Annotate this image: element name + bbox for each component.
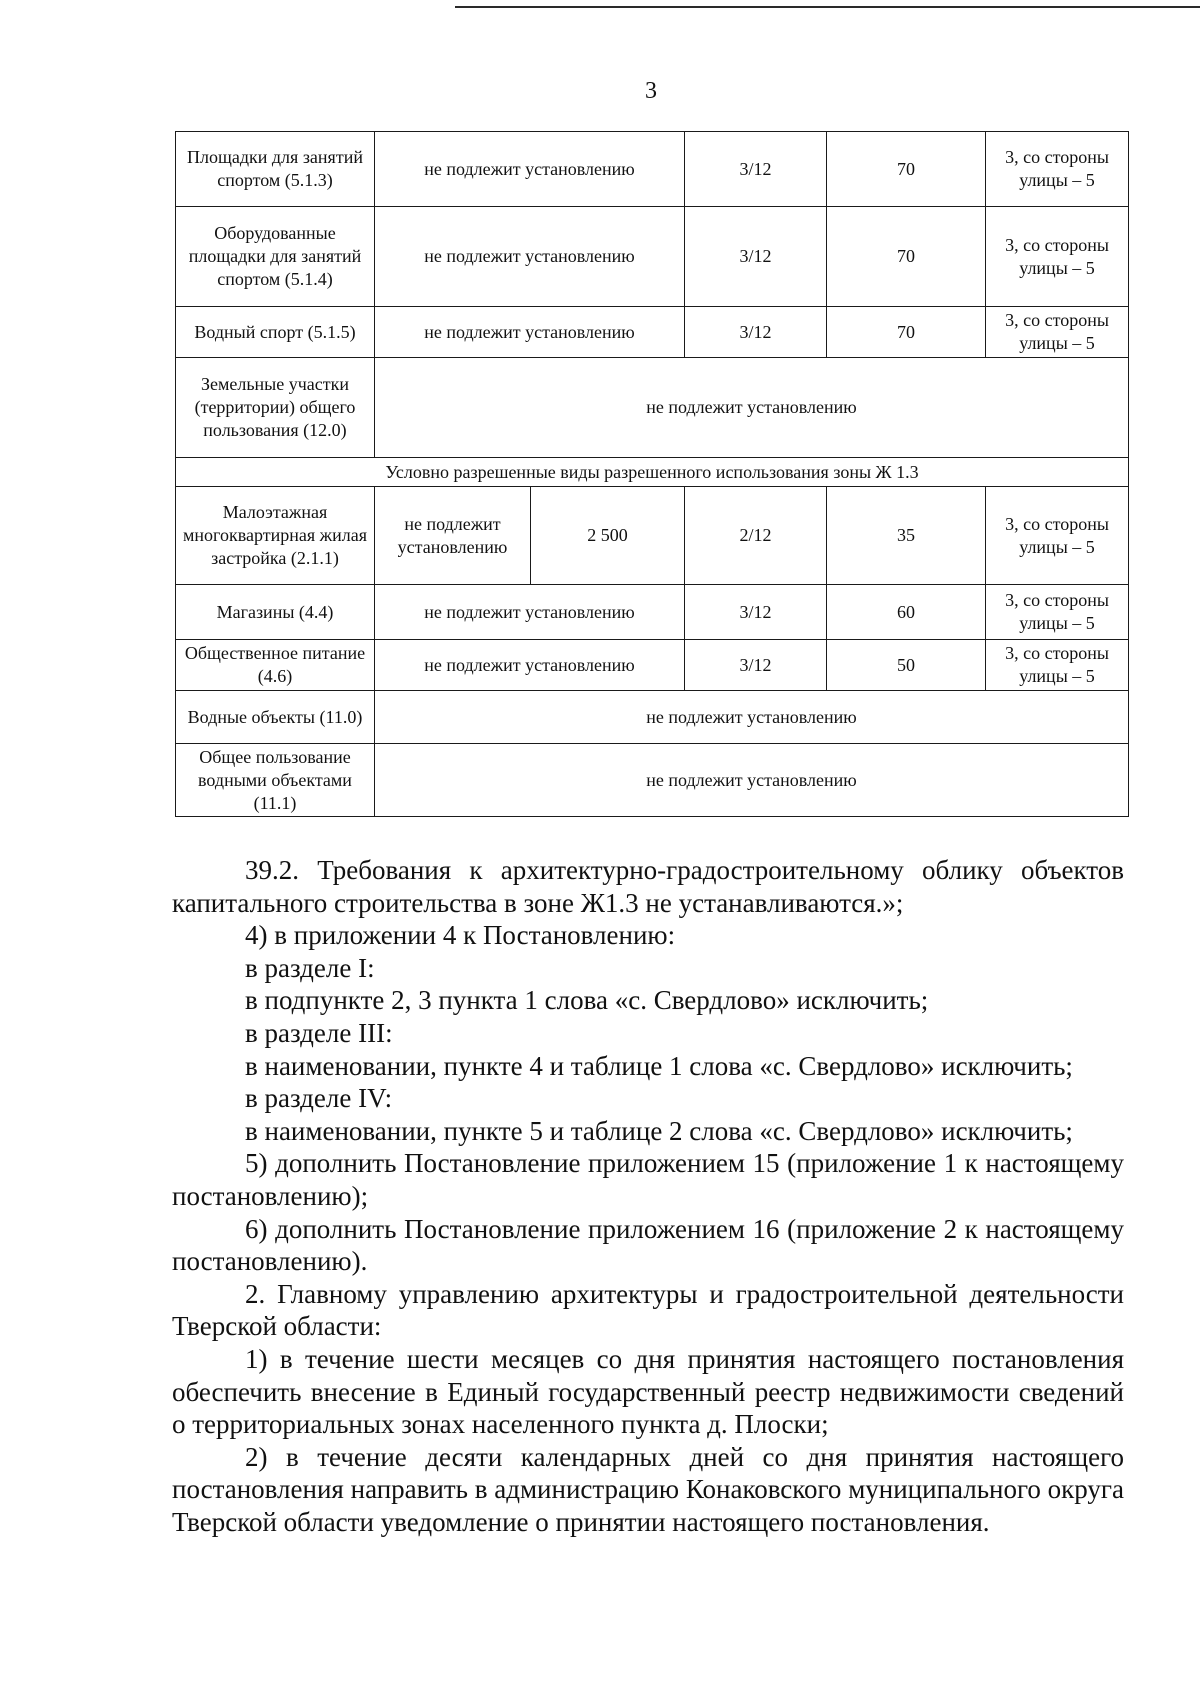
coverage-cell: 70 bbox=[827, 132, 986, 207]
table-row bbox=[176, 744, 1129, 817]
min-size-cell: не подлежит установлению bbox=[375, 487, 531, 585]
merged-value-cell: не подлежит установлению bbox=[375, 358, 1129, 458]
use-name-cell: Общее пользование водными объектами (11.1) bbox=[176, 744, 375, 817]
table-row bbox=[176, 207, 1129, 307]
floors-cell: 2/12 bbox=[685, 487, 827, 585]
paragraph: в наименовании, пункте 5 и таблице 2 слова «с. Свердлово» исключить; bbox=[245, 1115, 1073, 1146]
use-name-cell: Водный спорт (5.1.5) bbox=[176, 307, 375, 358]
paragraph: 4) в приложении 4 к Постановлению: bbox=[245, 920, 676, 951]
floors-cell: 3/12 bbox=[685, 132, 827, 207]
paragraph: 2. Главному управлению архитектуры и градостроительной деятельности Тверской области: bbox=[172, 1278, 1124, 1342]
setback-cell: 3, со стороны улицы – 5 bbox=[986, 640, 1129, 691]
plot-size-cell: не подлежит установлению bbox=[375, 640, 685, 691]
paragraph: 1) в течение шести месяцев со дня принятия настоящего постановления обеспечить внесение в Единый государственный реестр недвижимости сведений о территориальных зонах населенного пункта д. Плоски; bbox=[172, 1343, 1124, 1440]
max-size-cell: 2 500 bbox=[531, 487, 685, 585]
setback-cell: 3, со стороны улицы – 5 bbox=[986, 307, 1129, 358]
table-row bbox=[176, 132, 1129, 207]
table-row bbox=[176, 307, 1129, 358]
use-name-cell: Оборудованные площадки для занятий спортом (5.1.4) bbox=[176, 207, 375, 307]
paragraph: 6) дополнить Постановление приложением 16 (приложение 2 к настоящему постановлению). bbox=[172, 1213, 1124, 1277]
use-name-cell: Магазины (4.4) bbox=[176, 585, 375, 640]
table-row bbox=[176, 358, 1129, 458]
coverage-cell: 70 bbox=[827, 207, 986, 307]
use-name-cell: Площадки для занятий спортом (5.1.3) bbox=[176, 132, 375, 207]
coverage-cell: 35 bbox=[827, 487, 986, 585]
table-row bbox=[176, 585, 1129, 640]
page-number: 3 bbox=[645, 78, 657, 104]
paragraph: 2) в течение десяти календарных дней со дня принятия настоящего постановления направить в администрацию Конаковского муниципального округа Тверской области уведомление о принятии настоящего постановления. bbox=[172, 1441, 1124, 1537]
plot-size-cell: не подлежит установлению bbox=[375, 585, 685, 640]
use-name-cell: Малоэтажная многоквартирная жилая застройка (2.1.1) bbox=[176, 487, 375, 585]
coverage-cell: 50 bbox=[827, 640, 986, 691]
top-border-line bbox=[455, 6, 1200, 8]
plot-size-cell: не подлежит установлению bbox=[375, 207, 685, 307]
floors-cell: 3/12 bbox=[685, 207, 827, 307]
section-row bbox=[176, 458, 1129, 487]
floors-cell: 3/12 bbox=[685, 307, 827, 358]
floors-cell: 3/12 bbox=[685, 640, 827, 691]
setback-cell: 3, со стороны улицы – 5 bbox=[986, 207, 1129, 307]
paragraph: 39.2. Требования к архитектурно-градостроительному облику объектов капитального строительства в зоне Ж1.3 не устанавливаются.»; bbox=[172, 855, 1124, 918]
plot-size-cell: не подлежит установлению bbox=[375, 307, 685, 358]
paragraph: в подпункте 2, 3 пункта 1 слова «с. Свердлово» исключить; bbox=[245, 985, 929, 1016]
merged-value-cell: не подлежит установлению bbox=[375, 691, 1129, 744]
table-row bbox=[176, 640, 1129, 691]
plot-size-cell: не подлежит установлению bbox=[375, 132, 685, 207]
paragraph: в разделе III: bbox=[245, 1017, 393, 1048]
floors-cell: 3/12 bbox=[685, 585, 827, 640]
coverage-cell: 60 bbox=[827, 585, 986, 640]
table-row bbox=[176, 691, 1129, 744]
use-name-cell: Водные объекты (11.0) bbox=[176, 691, 375, 744]
paragraph: в наименовании, пункте 4 и таблице 1 слова «с. Свердлово» исключить; bbox=[245, 1050, 1073, 1081]
setback-cell: 3, со стороны улицы – 5 bbox=[986, 585, 1129, 640]
section-heading: Условно разрешенные виды разрешенного использования зоны Ж 1.3 bbox=[176, 458, 1129, 487]
setback-cell: 3, со стороны улицы – 5 bbox=[986, 132, 1129, 207]
merged-value-cell: не подлежит установлению bbox=[375, 744, 1129, 817]
table-row bbox=[176, 487, 1129, 585]
use-name-cell: Общественное питание (4.6) bbox=[176, 640, 375, 691]
coverage-cell: 70 bbox=[827, 307, 986, 358]
body-text bbox=[172, 854, 1124, 1538]
paragraph: 5) дополнить Постановление приложением 15 (приложение 1 к настоящему постановлению); bbox=[172, 1148, 1124, 1211]
paragraph: в разделе IV: bbox=[245, 1083, 393, 1114]
land-use-table bbox=[175, 131, 1129, 817]
paragraph: в разделе I: bbox=[245, 952, 375, 983]
setback-cell: 3, со стороны улицы – 5 bbox=[986, 487, 1129, 585]
use-name-cell: Земельные участки (территории) общего пользования (12.0) bbox=[176, 358, 375, 458]
